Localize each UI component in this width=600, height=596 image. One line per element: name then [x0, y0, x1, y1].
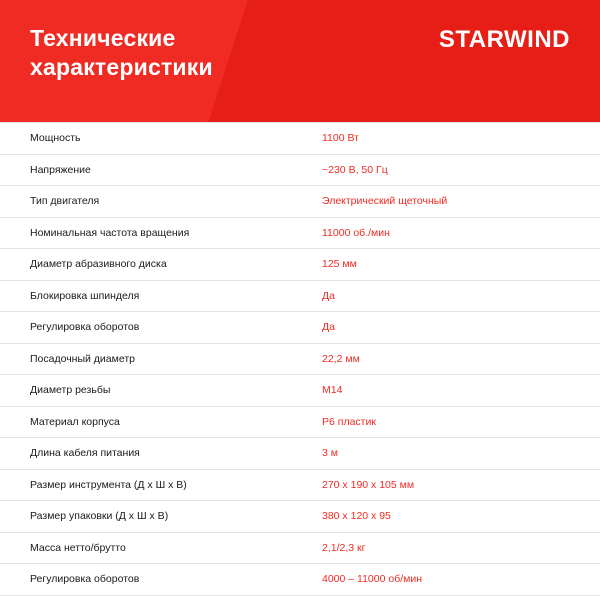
spec-value: Да	[322, 312, 600, 344]
spec-value: М14	[322, 375, 600, 407]
spec-name: Масса нетто/брутто	[0, 532, 322, 564]
spec-value: 4000 – 11000 об/мин	[322, 564, 600, 596]
spec-value: Р6 пластик	[322, 406, 600, 438]
table-row	[0, 280, 600, 312]
spec-name: Номинальная частота вращения	[0, 217, 322, 249]
spec-name: Блокировка шпинделя	[0, 280, 322, 312]
spec-name: Размер упаковки (Д х Ш х В)	[0, 501, 322, 533]
table-row	[0, 469, 600, 501]
spec-name: Посадочный диаметр	[0, 343, 322, 375]
spec-name: Материал корпуса	[0, 406, 322, 438]
table-row	[0, 375, 600, 407]
spec-name: Диаметр резьбы	[0, 375, 322, 407]
brand-logo: STARWIND	[438, 26, 570, 53]
spec-value: 125 мм	[322, 249, 600, 281]
specifications-table	[0, 122, 600, 596]
spec-name: Регулировка оборотов	[0, 312, 322, 344]
table-row	[0, 501, 600, 533]
table-row	[0, 217, 600, 249]
spec-name: Мощность	[0, 123, 322, 155]
spec-name: Размер инструмента (Д х Ш х В)	[0, 469, 322, 501]
table-row	[0, 406, 600, 438]
table-row	[0, 564, 600, 596]
spec-name: Тип двигателя	[0, 186, 322, 218]
table-row	[0, 532, 600, 564]
spec-value: 380 x 120 x 95	[322, 501, 600, 533]
table-row	[0, 438, 600, 470]
header-banner	[0, 0, 600, 122]
spec-name: Напряжение	[0, 154, 322, 186]
page-title: Технические характеристики	[30, 25, 213, 80]
spec-name: Диаметр абразивного диска	[0, 249, 322, 281]
table-row	[0, 343, 600, 375]
spec-value: 1100 Вт	[322, 123, 600, 155]
table-row	[0, 249, 600, 281]
spec-value: 22,2 мм	[322, 343, 600, 375]
spec-name: Длина кабеля питания	[0, 438, 322, 470]
spec-name: Регулировка оборотов	[0, 564, 322, 596]
spec-value: Да	[322, 280, 600, 312]
table-row	[0, 186, 600, 218]
table-row	[0, 154, 600, 186]
spec-value: 270 x 190 x 105 мм	[322, 469, 600, 501]
spec-value: Электрический щеточный	[322, 186, 600, 218]
spec-value: 2,1/2,3 кг	[322, 532, 600, 564]
spec-value: 11000 об./мин	[322, 217, 600, 249]
table-row	[0, 312, 600, 344]
spec-value: ~230 В, 50 Гц	[322, 154, 600, 186]
specifications-table-body	[0, 123, 600, 596]
table-row	[0, 123, 600, 155]
spec-value: 3 м	[322, 438, 600, 470]
